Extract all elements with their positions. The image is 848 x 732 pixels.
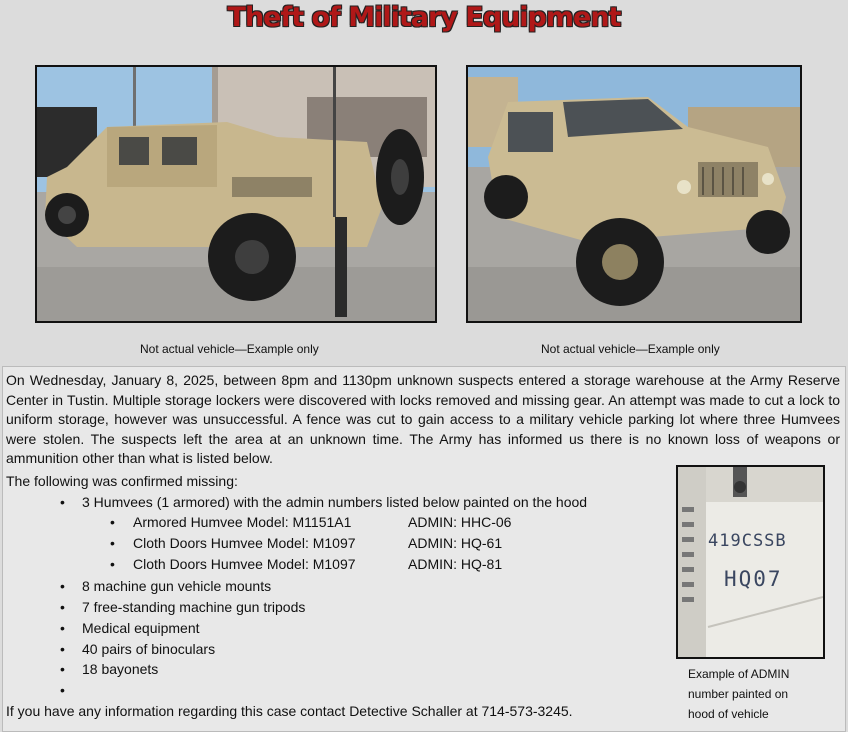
bullet-dot: • xyxy=(60,620,65,636)
humvee-photo-front xyxy=(466,65,802,323)
humvee-admin: ADMIN: HHC-06 xyxy=(408,514,512,530)
humvee-admin: ADMIN: HQ-61 xyxy=(408,535,503,551)
bullet-dot: • xyxy=(60,578,65,594)
list-item-humvees: 3 Humvees (1 armored) with the admin numbers listed below painted on the hood xyxy=(82,494,588,510)
bullet-dot: • xyxy=(60,661,65,677)
humvee-admin: ADMIN: HQ-81 xyxy=(408,556,503,572)
list-item: 7 free-standing machine gun tripods xyxy=(82,599,306,615)
bullet-dot: • xyxy=(60,682,65,698)
bullet-dot: • xyxy=(110,535,115,551)
bullet-dot: • xyxy=(110,556,115,572)
photo-caption-left: Not actual vehicle—Example only xyxy=(140,342,319,356)
list-item: Medical equipment xyxy=(82,620,200,636)
list-item: 18 bayonets xyxy=(82,661,159,677)
list-item: 8 machine gun vehicle mounts xyxy=(82,578,272,594)
incident-paragraph: On Wednesday, January 8, 2025, between 8pm and 1130pm unknown suspects entered a storage warehouse at the Army Reserve Center in Tustin. Multiple storage lockers were discovered with locks removed and missing gear. An attempt was made to cut a lock to uniform storage, however was unsuccessful. A fence was cut to gain access to a military vehicle parking lot where three Humvees were stolen. The suspects left the area at an unknown time. The Army has informed us there is no known loss of weapons or ammunition other than what is listed below. xyxy=(6,372,840,467)
hood-admin-text-1: 419CSSB xyxy=(708,531,787,551)
missing-intro: The following was confirmed missing: xyxy=(6,473,238,489)
photo-caption-right: Not actual vehicle—Example only xyxy=(541,342,720,356)
humvee-model: Cloth Doors Humvee Model: M1097 xyxy=(133,535,356,551)
humvee-photo-side xyxy=(35,65,437,323)
bullet-dot: • xyxy=(60,641,65,657)
bullet-dot: • xyxy=(60,494,65,510)
hood-admin-text-2: HQ07 xyxy=(724,567,783,591)
admin-photo-caption: Example of ADMIN number painted on hood of vehicle xyxy=(688,667,790,721)
page-title: Theft of Military Equipment xyxy=(227,2,621,33)
contact-line: If you have any information regarding this case contact Detective Schaller at 714-573-3245. xyxy=(6,703,573,719)
bullet-dot: • xyxy=(110,514,115,530)
humvee-model: Cloth Doors Humvee Model: M1097 xyxy=(133,556,356,572)
humvee-model: Armored Humvee Model: M1151A1 xyxy=(133,514,352,530)
bullet-dot: • xyxy=(60,599,65,615)
admin-number-photo xyxy=(676,465,825,659)
list-item: 40 pairs of binoculars xyxy=(82,641,216,657)
